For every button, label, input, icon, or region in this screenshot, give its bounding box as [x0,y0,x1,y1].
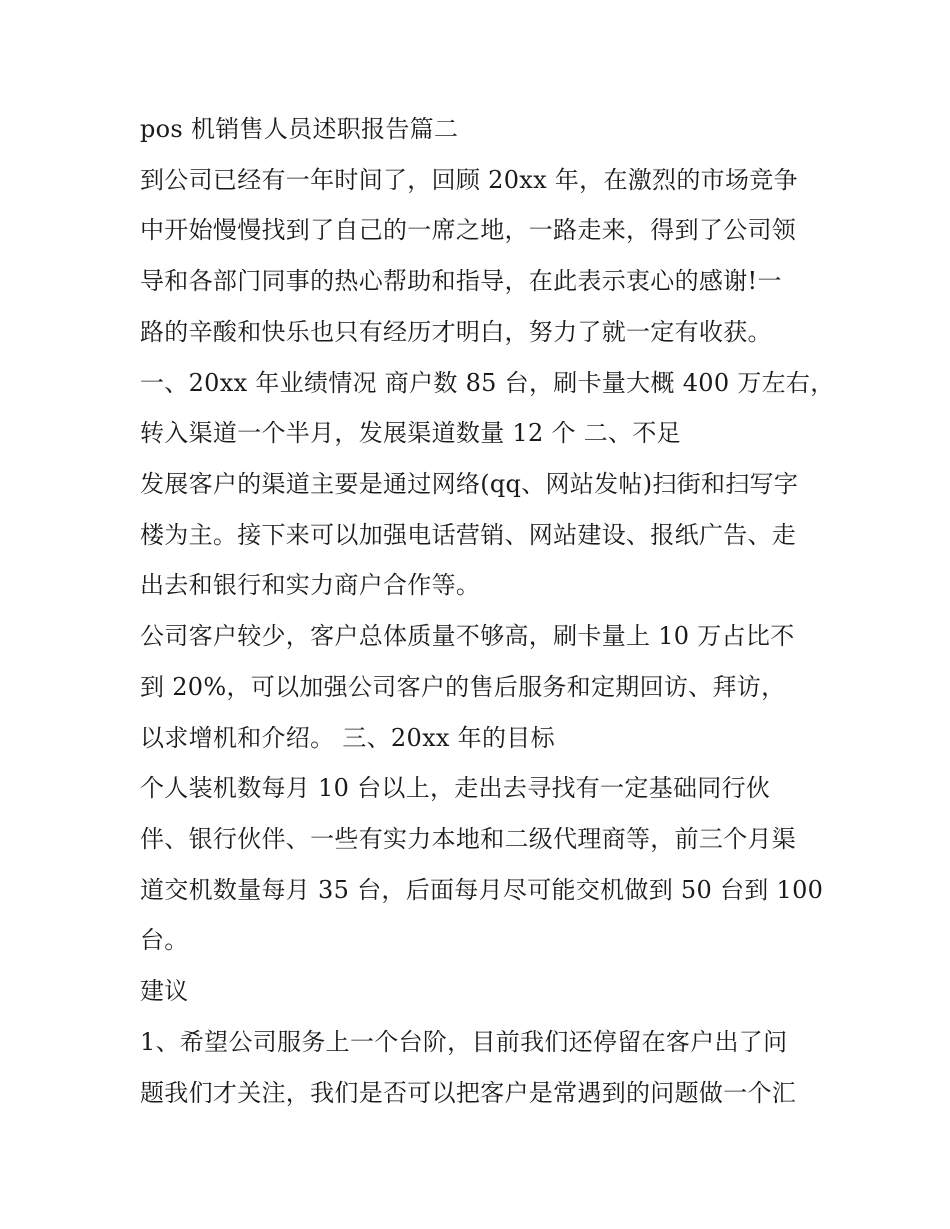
document-title: pos 机销售人员述职报告篇二 [140,115,459,143]
text-line: 一、20xx 年业绩情况 商户数 85 台，刷卡量大概 400 万左右， [140,369,835,397]
text-line: 1、希望公司服务上一个台阶，目前我们还停留在客户出了问 [140,1028,788,1056]
section-heading: 建议 [140,977,189,1005]
text-line: 到 20%，可以加强公司客户的售后服务和定期回访、拜访， [140,673,786,701]
text-line: 公司客户较少，客户总体质量不够高，刷卡量上 10 万占比不 [140,622,795,650]
text-line: 路的辛酸和快乐也只有经历才明白，努力了就一定有收获。 [140,318,772,346]
text-line: 个人装机数每月 10 台以上，走出去寻找有一定基础同行伙 [140,774,771,802]
text-line: 中开始慢慢找到了自己的一席之地，一路走来，得到了公司领 [140,216,797,244]
text-line: 发展客户的渠道主要是通过网络(qq、网站发帖)扫街和扫写字 [140,470,799,498]
text-line: 以求增机和介绍。 三、20xx 年的目标 [140,724,555,752]
text-line: 台。 [140,926,189,954]
text-line: 楼为主。接下来可以加强电话营销、网站建设、报纸广告、走 [140,521,797,549]
text-line: 出去和银行和实力商户合作等。 [140,571,481,599]
text-line: 到公司已经有一年时间了，回顾 20xx 年，在激烈的市场竞争 [140,166,798,194]
text-line: 道交机数量每月 35 台，后面每月尽可能交机做到 50 台到 100 [140,876,824,904]
text-line: 伴、银行伙伴、一些有实力本地和二级代理商等，前三个月渠 [140,825,797,853]
text-line: 题我们才关注，我们是否可以把客户是常遇到的问题做一个汇 [140,1079,797,1107]
text-line: 转入渠道一个半月，发展渠道数量 12 个 二、不足 [140,419,681,447]
text-line: 导和各部门同事的热心帮助和指导，在此表示衷心的感谢!一 [140,267,782,295]
